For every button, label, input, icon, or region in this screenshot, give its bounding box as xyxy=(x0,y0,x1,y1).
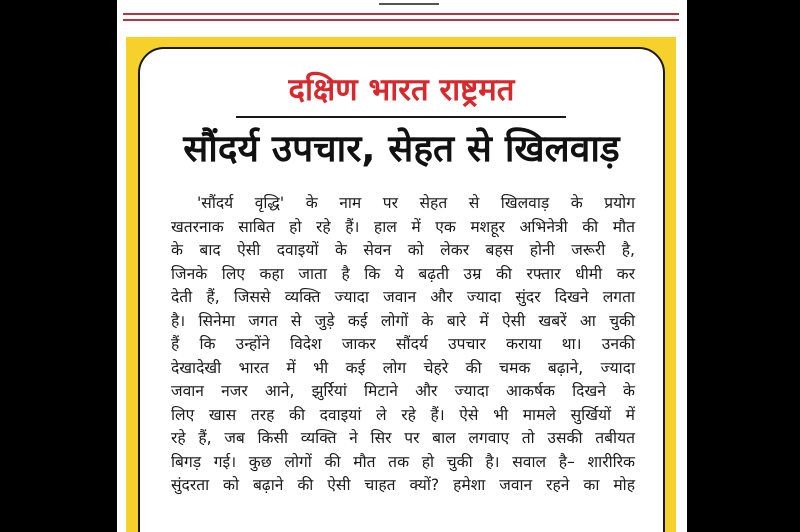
body-line: सुंदरता को बढ़ाने की ऐसी चाहत क्यों? हमेशा जवान रहने का मोह xyxy=(171,476,635,494)
article-headline: सौंदर्य उपचार, सेहत से खिलवाड़ xyxy=(183,127,620,170)
body-line: बिगड़ गई। कुछ लोगों की मौत तक हो चुकी है। सवाल है– शारीरिक xyxy=(171,452,635,471)
body-line: जवान नजर आने, झुर्रियां मिटाने और ज्यादा आकर्षक दिखने के xyxy=(171,382,635,400)
body-line: 'सौंदर्य वृद्धि' के नाम पर सेहत से खिलवाड़ के प्रयोग xyxy=(197,194,635,212)
newspaper-masthead: दक्षिण भारत राष्ट्रमत xyxy=(288,72,515,108)
body-line: जिनके लिए कहा जाता है कि ये बढ़ती उम्र की रफ्तार धीमी कर xyxy=(171,264,635,283)
body-line: हैं कि उन्होंने विदेश जाकर सौंदर्य उपचार कराया था। उनकी xyxy=(171,335,635,353)
body-line: के बाद ऐसी दवाइयों के सेवन को लेकर बहस होनी जरूरी है, xyxy=(171,241,635,259)
body-line: खतरनाक साबित हो रहे हैं। हाल में एक मशहूर अभिनेत्री की मौत xyxy=(171,217,635,236)
section-rule-top xyxy=(123,13,679,15)
newspaper-page xyxy=(117,0,687,532)
section-rule-bottom xyxy=(123,19,679,21)
body-line: देती हैं, जिससे व्यक्ति ज्यादा जवान और ज्यादा सुंदर दिखने लगता xyxy=(171,288,635,306)
article-body xyxy=(171,192,635,498)
masthead-underline xyxy=(236,116,566,118)
article-box xyxy=(138,47,665,532)
body-line: है। सिनेमा जगत से जुड़े कई लोगों के बारे में ऐसी खबरें आ चुकी xyxy=(171,311,635,330)
body-line: रहे हैं, जब किसी व्यक्ति ने सिर पर बाल लगवाए तो उसकी तबीयत xyxy=(171,429,635,447)
body-line: लिए खास तरह की दवाइयां ले रहे हैं। ऐसे भी मामले सुर्खियों में xyxy=(171,405,635,424)
body-line: देखादेखी भारत में भी कई लोग चेहरे की चमक बढ़ाने, ज्यादा xyxy=(171,358,635,377)
article-clip-frame xyxy=(126,37,676,532)
previous-content-sliver xyxy=(117,0,687,6)
